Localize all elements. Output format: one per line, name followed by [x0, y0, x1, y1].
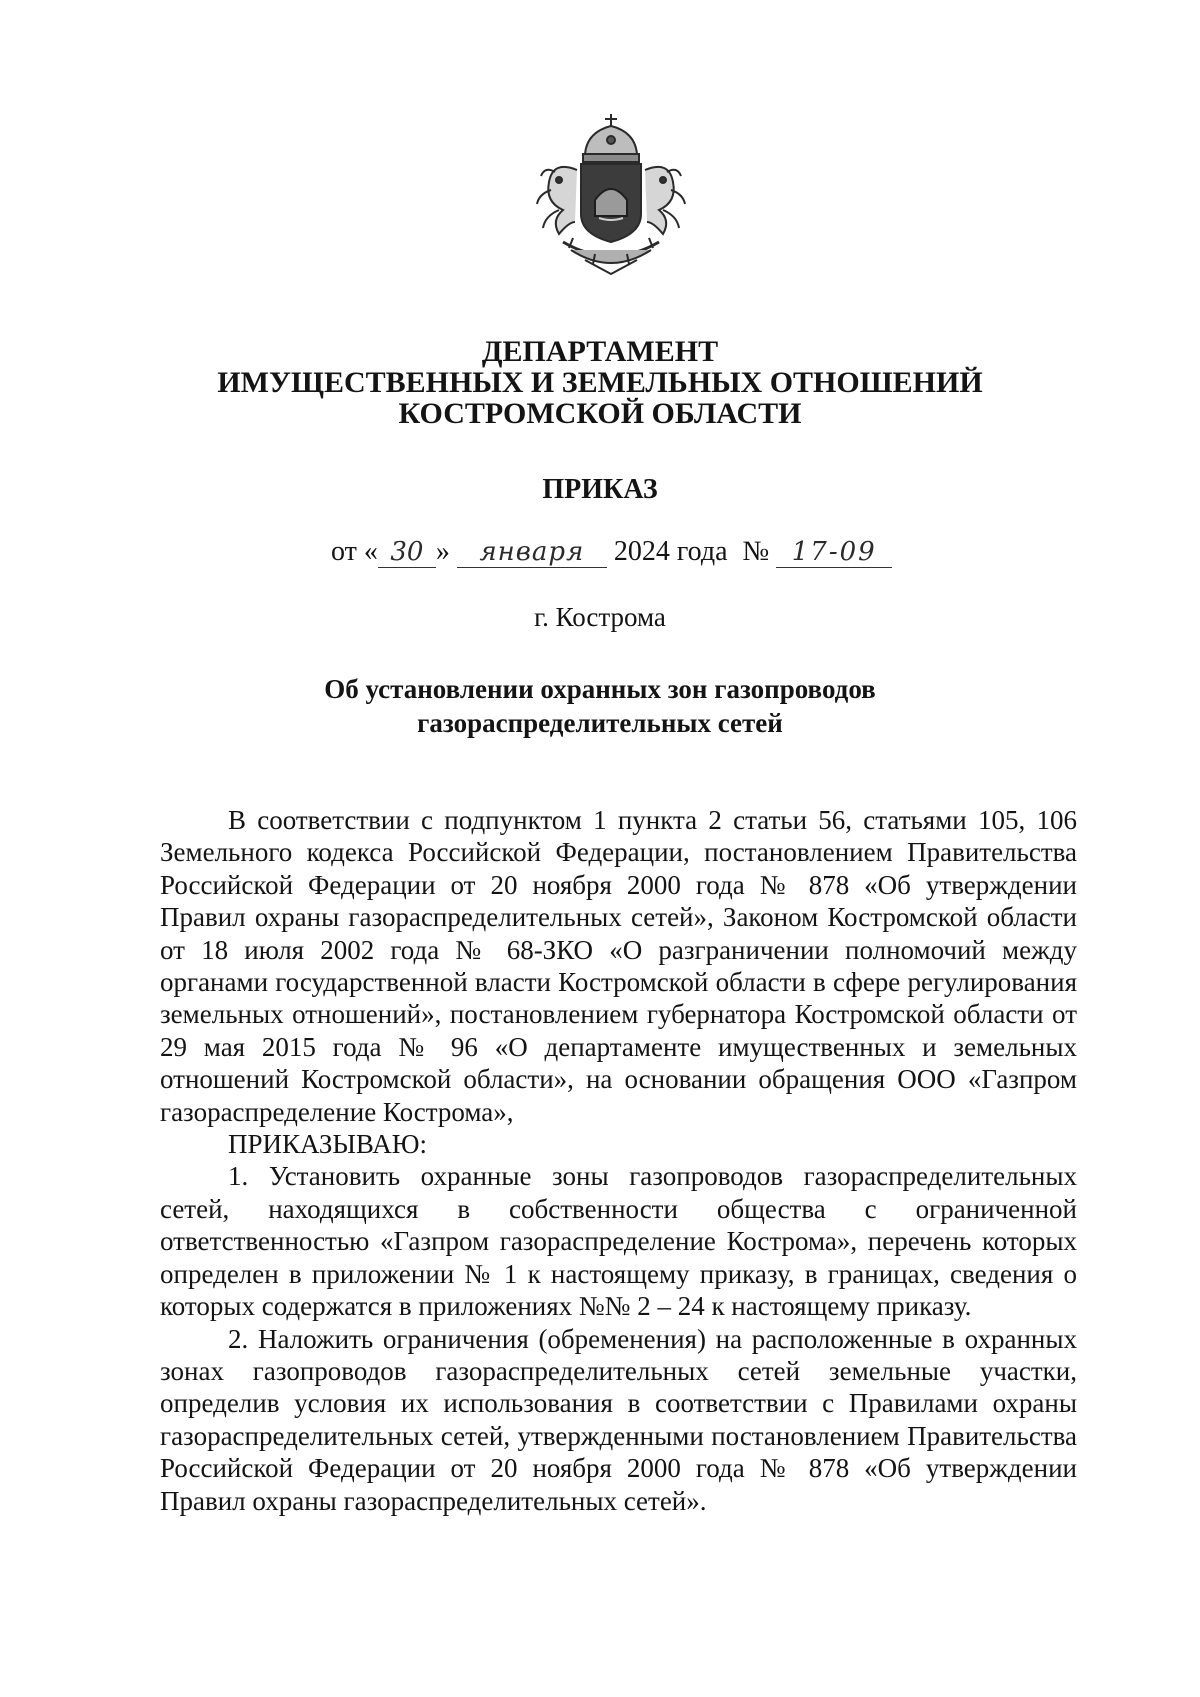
order-title: ПРИКАЗ: [542, 474, 658, 505]
handwritten-month: января: [457, 537, 607, 568]
org-name-line-2: ИМУЩЕСТВЕННЫХ И ЗЕМЕЛЬНЫХ ОТНОШЕНИЙ: [217, 366, 983, 399]
subject-line-2: газораспределительных сетей: [417, 708, 783, 738]
place-of-issue: г. Кострома: [534, 602, 666, 632]
order-item-1: 1. Установить охранные зоны газопроводов газораспределительных сетей, находящихся в собственности общества с ограниченной ответственностью «Газпром газораспределение Кострома», перечень которых определен в приложении № 1 к настоящему приказу, в границах, сведения о которых содержатся в приложениях №№ 2 – 24 к настоящему приказу.: [160, 1161, 1077, 1322]
org-name-line-3: КОСТРОМСКОЙ ОБЛАСТИ: [398, 397, 802, 430]
coat-of-arms-icon: [515, 110, 707, 282]
order-item-2: 2. Наложить ограничения (обременения) на расположенные в охранных зонах газопроводов газораспределительных сетей земельные участки, определив условия их использования в соответствии с Правилами охраны газораспределительных сетей, утвержденными постановлением Правительства Российской Федерации от 20 ноября 2000 года № 878 «Об утверждении Правил охраны газораспределительных сетей».: [160, 1323, 1077, 1516]
order-keyword: ПРИКАЗЫВАЮ:: [228, 1129, 427, 1160]
number-sign: №: [742, 536, 770, 567]
org-name-line-1: ДЕПАРТАМЕНТ: [481, 335, 719, 368]
subject-line-1: Об установлении охранных зон газопроводов: [324, 674, 876, 704]
date-quote-close: »: [435, 536, 450, 567]
date-prefix: от «: [331, 536, 378, 567]
handwritten-day: 30: [378, 537, 436, 568]
date-year: 2024 года: [613, 536, 728, 567]
document-body: [160, 804, 1077, 1517]
date-number-line: [331, 536, 892, 580]
preamble-paragraph: В соответствии с подпунктом 1 пункта 2 статьи 56, статьями 105, 106 Земельного кодекса Российской Федерации, постановлением Правительства Российской Федерации от 20 ноября 2000 года № 878 «Об утверждении Правил охраны газораспределительных сетей», Законом Костромской области от 18 июля 2002 года № 68-ЗКО «О разграничении полномочий между органами государственной власти Костромской области в сфере регулирования земельных отношений», постановлением губернатора Костромской области от 29 мая 2015 года № 96 «О департаменте имущественных и земельных отношений Костромской области», на основании обращения ООО «Газпром газораспределение Кострома»,: [160, 805, 1077, 1127]
handwritten-order-number: 17-09: [776, 537, 892, 568]
